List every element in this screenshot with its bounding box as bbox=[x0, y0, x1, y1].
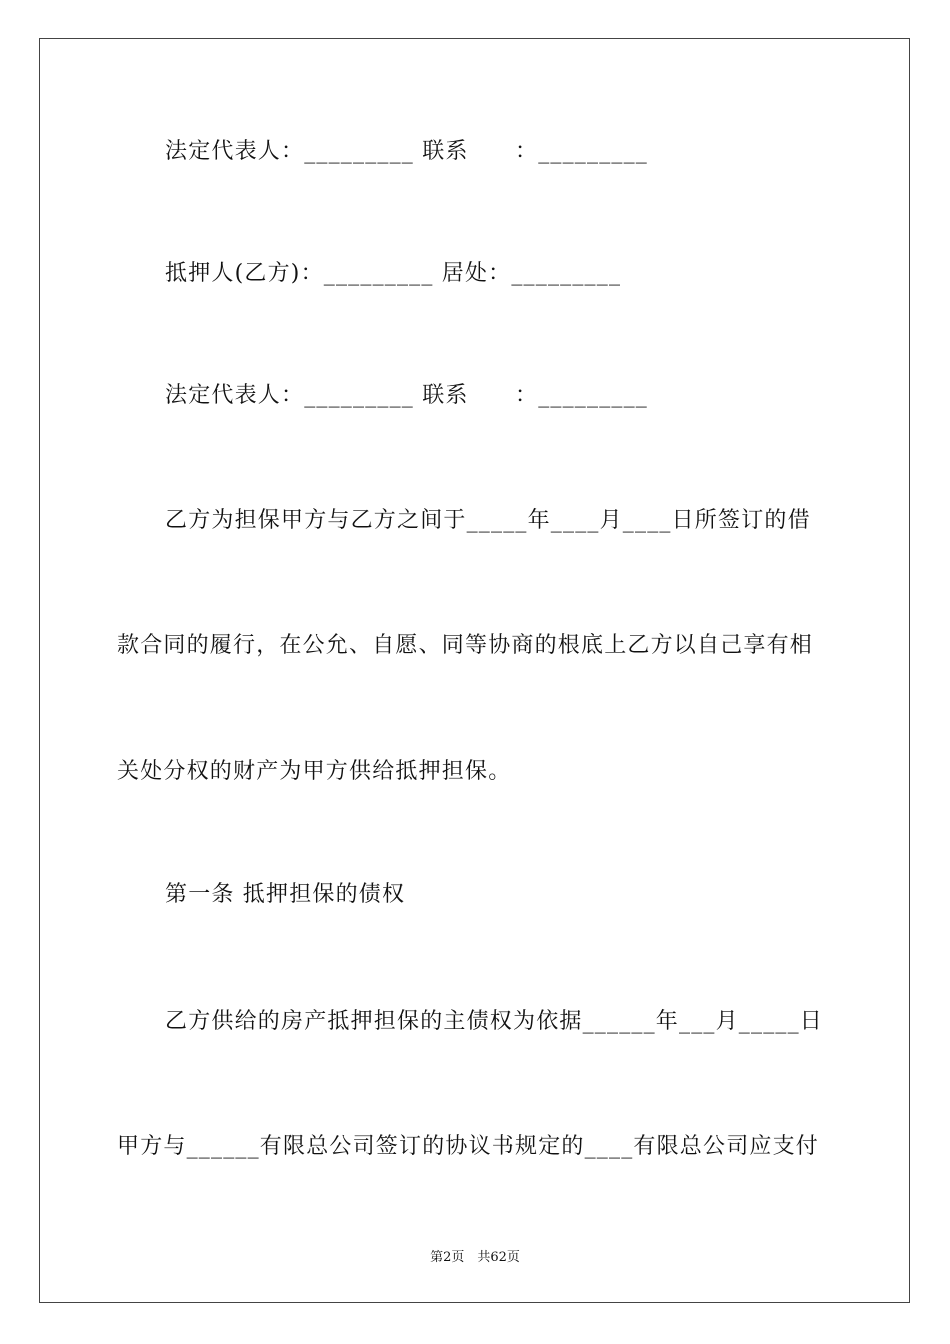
article-one-heading: 第一条 抵押担保的债权 bbox=[165, 882, 406, 907]
paragraph-line-1: 乙方为担保甲方与乙方之间于_____年____月____日所签订的借 bbox=[165, 508, 811, 533]
legal-representative-line-2: 法定代表人：_________ 联系 ：_________ bbox=[165, 383, 648, 408]
mortgagor-line: 抵押人(乙方)：_________ 居处：_________ bbox=[165, 261, 622, 286]
article-one-line-1: 乙方供给的房产抵押担保的主债权为依据______年___月_____日 bbox=[165, 1009, 824, 1034]
legal-representative-line-1: 法定代表人：_________ 联系 ：_________ bbox=[165, 139, 648, 164]
page-border bbox=[39, 38, 910, 1303]
paragraph-line-2: 款合同的履行，在公允、自愿、同等协商的根底上乙方以自己享有相 bbox=[117, 633, 814, 658]
article-one-line-2: 甲方与______有限总公司签订的协议书规定的____有限总公司应支付 bbox=[117, 1134, 820, 1159]
page-number: 第2页 共62页 bbox=[430, 1250, 520, 1265]
paragraph-line-3: 关处分权的财产为甲方供给抵押担保。 bbox=[117, 759, 512, 784]
